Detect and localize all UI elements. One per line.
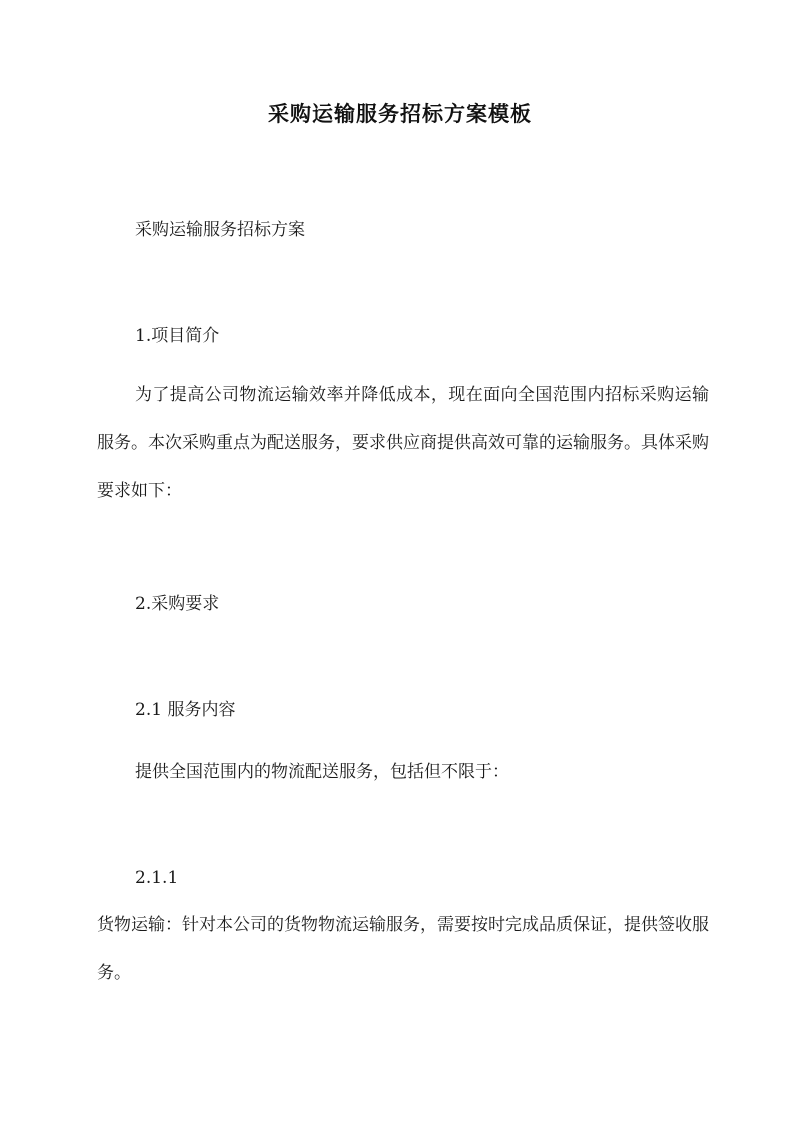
section-2-1-body: 提供全国范围内的物流配送服务，包括但不限于： (135, 762, 509, 782)
section-2-1-1-body: 货物运输：针对本公司的货物物流运输服务，需要按时完成品质保证，提供签收服务。 (97, 915, 709, 983)
section-1-heading: 1.项目简介 (135, 326, 220, 346)
document-subtitle: 采购运输服务招标方案 (135, 220, 305, 240)
section-2-1-1-number: 2.1.1 (135, 868, 179, 888)
section-2-1-heading: 2.1 服务内容 (135, 700, 236, 720)
document-title: 采购运输服务招标方案模板 (268, 101, 532, 126)
section-1-body: 为了提高公司物流运输效率并降低成本，现在面向全国范围内招标采购运输服务。本次采购重点为配送服务，要求供应商提供高效可靠的运输服务。具体采购要求如下： (97, 385, 709, 501)
section-2-heading: 2.采购要求 (135, 594, 220, 614)
